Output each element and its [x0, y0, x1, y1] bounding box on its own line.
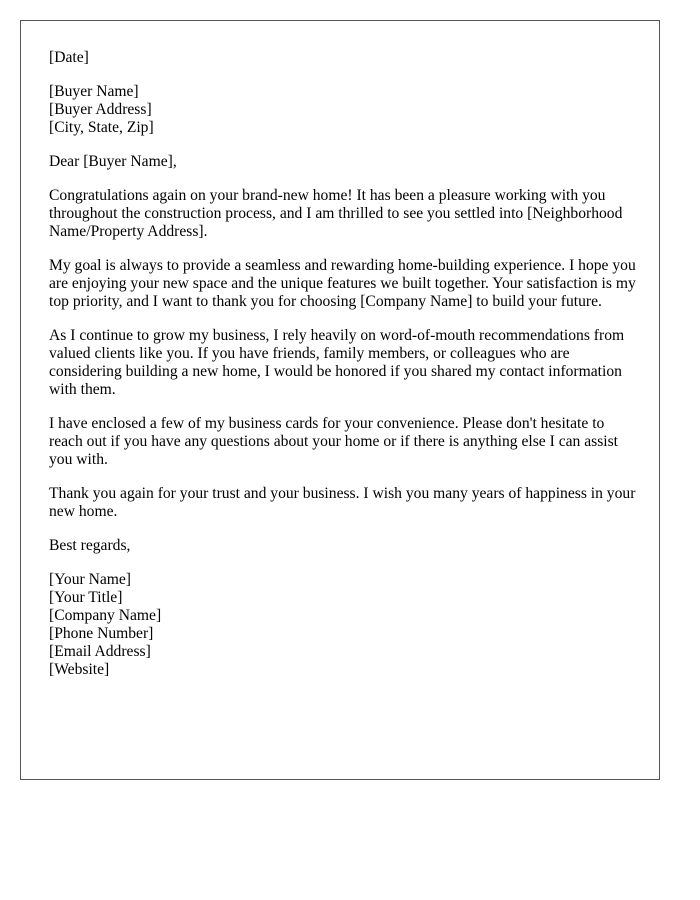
sender-title: [Your Title] [49, 589, 123, 606]
phone-number: [Phone Number] [49, 625, 154, 642]
buyer-address: [Buyer Address] [49, 101, 152, 118]
paragraph-goal: My goal is always to provide a seamless and rewarding home-building experience. I hope you are enjoying your new space and the unique features we built together. Your satisfaction is my top priority, and I want to thank you for choosing [Company Name] to build your future. [49, 257, 636, 310]
signature-block [49, 571, 639, 679]
date-line [49, 49, 639, 67]
paragraph-business-cards: I have enclosed a few of my business cards for your convenience. Please don't hesitate to reach out if you have any questions about your home or if there is anything else I can assist you with. [49, 415, 619, 468]
paragraph-referrals: As I continue to grow my business, I rely heavily on word-of-mouth recommendations from valued clients like you. If you have friends, family members, or colleagues who are considering building a new home, I would be honored if you shared my contact information with them. [49, 327, 625, 398]
recipient-address [49, 83, 639, 137]
city-state-zip: [City, State, Zip] [49, 119, 154, 136]
paragraph-congratulations: Congratulations again on your brand-new home! It has been a pleasure working with you throughout the construction process, and I am thrilled to see you settled into [Neighborhood Name/Property Address]. [49, 187, 623, 240]
company-name: [Company Name] [49, 607, 162, 624]
email-address: [Email Address] [49, 643, 151, 660]
closing-text: Best regards, [49, 537, 131, 554]
salutation [49, 153, 639, 171]
website: [Website] [49, 661, 110, 678]
closing [49, 537, 639, 555]
sender-name: [Your Name] [49, 571, 132, 588]
salutation-text: Dear [Buyer Name], [49, 153, 177, 170]
paragraph-thank-you: Thank you again for your trust and your business. I wish you many years of happiness in your new home. [49, 485, 636, 520]
buyer-name: [Buyer Name] [49, 83, 139, 100]
letter-page [20, 20, 660, 780]
date: [Date] [49, 49, 89, 66]
